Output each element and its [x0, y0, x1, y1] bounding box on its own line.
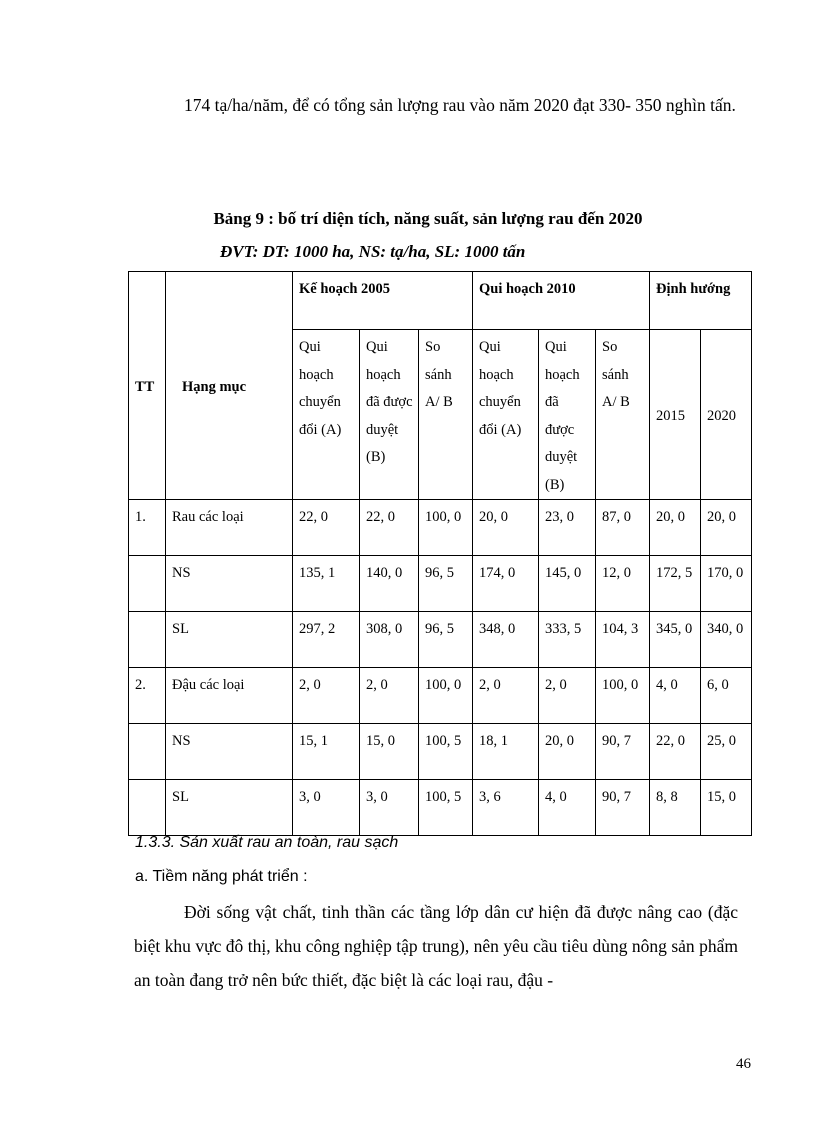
table-caption-title: Bảng 9 : bố trí diện tích, năng suất, sản lượng rau đến 2020: [213, 209, 643, 228]
cell: 345, 0: [650, 612, 701, 668]
body-paragraph: Đời sống vật chất, tinh thần các tầng lớp dân cư hiện đã được nâng cao (đặc biệt khu vực đô thị, khu công nghiệp tập trung), nên yêu cầu tiêu dùng nông sản phẩm an toàn đang trở nên bức thiết, đặc biệt là các loại rau, đậu -: [134, 902, 738, 990]
header-2010-ratio: So sánh A/ B: [596, 330, 650, 500]
cell: 23, 0: [539, 500, 596, 556]
cell: 100, 0: [419, 668, 473, 724]
cell: 18, 1: [473, 724, 539, 780]
cell: 20, 0: [539, 724, 596, 780]
cell: 340, 0: [701, 612, 752, 668]
header-2015: 2015: [650, 330, 701, 500]
table-row: [129, 556, 752, 612]
header-2005-a: Qui hoạch chuyển đổi (A): [293, 330, 360, 500]
table-caption-unit: ĐVT: DT: 1000 ha, NS: tạ/ha, SL: 1000 tấn: [220, 242, 526, 261]
row-tt: [129, 724, 166, 780]
header-2010-b: Qui hoạch đã được duyệt (B): [539, 330, 596, 500]
cell: 145, 0: [539, 556, 596, 612]
cell: 8, 8: [650, 780, 701, 836]
cell: 3, 0: [360, 780, 419, 836]
cell: 2, 0: [360, 668, 419, 724]
row-tt: 1.: [129, 500, 166, 556]
cell: 4, 0: [650, 668, 701, 724]
cell: 100, 0: [419, 500, 473, 556]
cell: 20, 0: [473, 500, 539, 556]
section-a-heading: a. Tiềm năng phát triển :: [135, 868, 308, 885]
cell: 172, 5: [650, 556, 701, 612]
cell: 90, 7: [596, 724, 650, 780]
cell: 22, 0: [293, 500, 360, 556]
cell: 6, 0: [701, 668, 752, 724]
row-item: SL: [166, 612, 293, 668]
header-orientation: Định hướng: [650, 272, 752, 330]
cell: 170, 0: [701, 556, 752, 612]
cell: 297, 2: [293, 612, 360, 668]
cell: 25, 0: [701, 724, 752, 780]
cell: 3, 0: [293, 780, 360, 836]
cell: 104, 3: [596, 612, 650, 668]
cell: 333, 5: [539, 612, 596, 668]
header-category: Hạng mục: [166, 272, 293, 500]
table-row: [129, 780, 752, 836]
cell: 22, 0: [650, 724, 701, 780]
row-tt: [129, 612, 166, 668]
cell: 100, 5: [419, 780, 473, 836]
cell: 348, 0: [473, 612, 539, 668]
subsection-heading: 1.3.3. Sản xuất rau an toàn, rau sạch: [135, 834, 399, 851]
row-tt: [129, 556, 166, 612]
row-item: NS: [166, 556, 293, 612]
cell: 15, 0: [360, 724, 419, 780]
header-2020: 2020: [701, 330, 752, 500]
cell: 12, 0: [596, 556, 650, 612]
data-table: [128, 271, 752, 836]
intro-paragraph: 174 tạ/ha/năm, để có tổng sản lượng rau vào năm 2020 đạt 330- 350 nghìn tấn.: [184, 95, 736, 115]
cell: 100, 0: [596, 668, 650, 724]
row-tt: [129, 780, 166, 836]
cell: 90, 7: [596, 780, 650, 836]
cell: 15, 1: [293, 724, 360, 780]
row-item: Rau các loại: [166, 500, 293, 556]
table-row: [129, 500, 752, 556]
cell: 87, 0: [596, 500, 650, 556]
row-tt: 2.: [129, 668, 166, 724]
cell: 4, 0: [539, 780, 596, 836]
header-2005-b: Qui hoạch đã được duyệt (B): [360, 330, 419, 500]
row-item: NS: [166, 724, 293, 780]
table-row: [129, 668, 752, 724]
cell: 22, 0: [360, 500, 419, 556]
cell: 174, 0: [473, 556, 539, 612]
cell: 96, 5: [419, 612, 473, 668]
header-tt: TT: [129, 272, 166, 500]
cell: 308, 0: [360, 612, 419, 668]
cell: 20, 0: [701, 500, 752, 556]
cell: 135, 1: [293, 556, 360, 612]
cell: 3, 6: [473, 780, 539, 836]
cell: 2, 0: [539, 668, 596, 724]
row-item: Đậu các loại: [166, 668, 293, 724]
table-header-row-1: [129, 272, 752, 330]
table-row: [129, 612, 752, 668]
cell: 2, 0: [293, 668, 360, 724]
header-plan-2005: Kế hoạch 2005: [293, 272, 473, 330]
cell: 96, 5: [419, 556, 473, 612]
cell: 2, 0: [473, 668, 539, 724]
header-2005-ratio: So sánh A/ B: [419, 330, 473, 500]
cell: 140, 0: [360, 556, 419, 612]
page-number: 46: [736, 1056, 751, 1072]
cell: 100, 5: [419, 724, 473, 780]
header-2010-a: Qui hoạch chuyển đổi (A): [473, 330, 539, 500]
row-item: SL: [166, 780, 293, 836]
cell: 20, 0: [650, 500, 701, 556]
cell: 15, 0: [701, 780, 752, 836]
header-plan-2010: Qui hoạch 2010: [473, 272, 650, 330]
table-row: [129, 724, 752, 780]
